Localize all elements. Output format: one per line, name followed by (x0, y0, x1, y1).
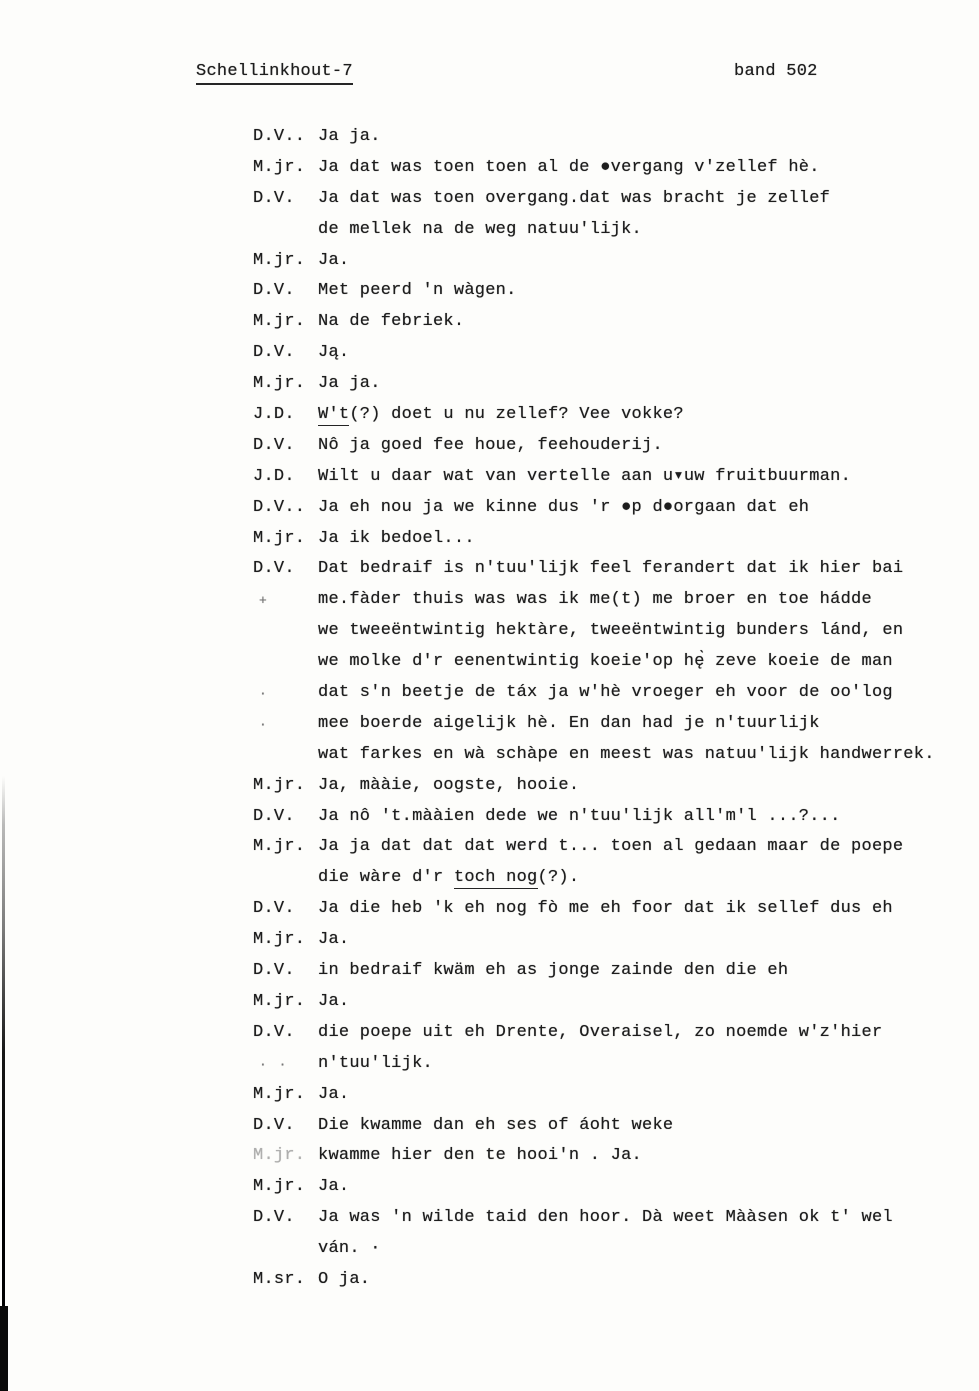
line-text: Ja die heb 'k eh nog fò me eh foor dat ik sellef dus eh (318, 899, 893, 919)
transcript-line (253, 1082, 963, 1113)
speaker-label: M.jr. (253, 837, 306, 857)
scan-edge-artifact (2, 776, 5, 1391)
line-text: kwamme hier den te hooi'n . Ja. (318, 1146, 643, 1166)
line-text: Ja ja dat dat dat werd t... toen al gedaan maar de poepe (318, 837, 904, 857)
speaker-label: M.jr. (253, 528, 306, 548)
transcript-line (253, 402, 963, 433)
line-text: wat farkes en wà schàpe en meest was natuu'lijk handwerrek. (318, 744, 935, 764)
transcript-line (253, 1113, 963, 1144)
transcript (253, 124, 963, 1298)
line-text: Ja, mààie, oogste, hooie. (318, 775, 580, 795)
transcript-line (253, 124, 963, 155)
speaker-label: D.V. (253, 899, 295, 919)
line-text: we molke d'r eenentwintig koeie'op hę̀ zeve koeie de man (318, 652, 893, 672)
transcript-line (253, 680, 963, 711)
line-text: Die kwamme dan eh ses of áoht weke (318, 1115, 674, 1135)
line-text: Ja. (318, 991, 350, 1011)
transcript-line (253, 773, 963, 804)
transcript-line (253, 1051, 963, 1082)
margin-mark: + (259, 593, 269, 609)
line-text: W't(?) doet u nu zellef? Vee vokke? (318, 405, 684, 425)
line-text: de mellek na de weg natuu'lijk. (318, 219, 643, 239)
speaker-label: D.V. (253, 343, 295, 363)
line-text: die poepe uit eh Drente, Overaisel, zo noemde w'z'hier (318, 1022, 883, 1042)
transcript-line (253, 248, 963, 279)
speaker-label: M.jr. (253, 250, 306, 270)
underlined-text: toch nog (453, 868, 538, 888)
transcript-line (253, 556, 963, 587)
transcript-line (253, 618, 963, 649)
line-text: Wilt u daar wat van vertelle aan u▾uw fruitbuurman. (318, 466, 852, 486)
speaker-label: D.V.. (253, 127, 306, 146)
speaker-label: D.V. (253, 1208, 295, 1228)
line-text: Ja. (318, 930, 350, 950)
speaker-label: J.D. (253, 405, 295, 425)
transcript-line (253, 155, 963, 186)
transcript-line (253, 526, 963, 557)
transcript-line (253, 1020, 963, 1051)
transcript-line (253, 1236, 963, 1267)
speaker-label: M.jr. (253, 157, 306, 177)
scan-edge-artifact-bottom (0, 1306, 8, 1391)
transcript-line (253, 1205, 963, 1236)
margin-mark: · · (259, 1056, 289, 1072)
speaker-label: D.V.. (253, 497, 306, 517)
transcript-line (253, 186, 963, 217)
speaker-label: M.jr. (253, 991, 306, 1011)
line-text: Ja ik bedoel... (318, 528, 475, 548)
transcript-line (253, 340, 963, 371)
speaker-label: D.V. (253, 806, 295, 826)
document-title: Schellinkhout-7 (196, 62, 353, 85)
transcript-line (253, 371, 963, 402)
line-text: Dat bedraif is n'tuu'lijk feel ferandert dat ik hier bai (318, 559, 904, 579)
transcript-line (253, 278, 963, 309)
speaker-label: M.jr. (253, 1084, 306, 1104)
line-text: Ja. (318, 1177, 350, 1197)
line-text: Nô ja goed fee houe, feehouderij. (318, 435, 663, 455)
transcript-line (253, 1267, 963, 1298)
transcript-line (253, 495, 963, 526)
speaker-label: M.jr. (253, 1146, 306, 1166)
speaker-label: D.V. (253, 435, 295, 455)
speaker-label: M.jr. (253, 1177, 306, 1197)
line-text: mee boerde aigelijk hè. En dan had je n'tuurlijk (318, 713, 820, 733)
line-text: Ja was 'n wilde taid den hoor. Dà weet Mààsen ok t' wel (318, 1208, 893, 1228)
line-text: Na de febriek. (318, 312, 465, 332)
transcript-line (253, 804, 963, 835)
transcript-line (253, 587, 963, 618)
transcript-line (253, 958, 963, 989)
line-text: ván. · (318, 1239, 381, 1259)
line-text: Ją. (318, 343, 350, 363)
line-text: me.fàder thuis was was ik me(t) me broer en toe hádde (318, 590, 872, 610)
line-text: O ja. (318, 1269, 371, 1289)
line-text: Ja dat was toen toen al de ●vergang v'zellef hè. (318, 157, 820, 177)
band-number: band 502 (734, 62, 818, 81)
transcript-line (253, 711, 963, 742)
line-text: Ja ja. (318, 374, 381, 394)
speaker-label: J.D. (253, 466, 295, 486)
transcript-line (253, 1143, 963, 1174)
line-text: Ja ja. (318, 127, 381, 146)
speaker-label: M.jr. (253, 374, 306, 394)
speaker-label: D.V. (253, 1022, 295, 1042)
line-text: Ja eh nou ja we kinne dus 'r ●p d●orgaan dat eh (318, 497, 810, 517)
margin-mark: · (259, 716, 269, 732)
transcript-line (253, 464, 963, 495)
underlined-text: W't (318, 405, 350, 425)
speaker-label: M.jr. (253, 312, 306, 332)
line-text: we tweeëntwintig hektàre, tweeëntwintig bunders lánd, en (318, 621, 904, 641)
speaker-label: D.V. (253, 188, 295, 208)
transcript-line (253, 309, 963, 340)
speaker-label: D.V. (253, 961, 295, 981)
transcript-line (253, 927, 963, 958)
speaker-label: M.jr. (253, 775, 306, 795)
line-text: Ja dat was toen overgang.dat was bracht je zellef (318, 188, 831, 208)
transcript-line (253, 896, 963, 927)
speaker-label: M.sr. (253, 1269, 306, 1289)
line-text: Ja nô 't.mààien dede we n'tuu'lijk all'm'l ...?... (318, 806, 841, 826)
line-text: in bedraif kwäm eh as jonge zainde den die eh (318, 961, 789, 981)
speaker-label: D.V. (253, 281, 295, 301)
speaker-label: D.V. (253, 559, 295, 579)
transcript-line (253, 649, 963, 680)
line-text: Ja. (318, 1084, 350, 1104)
line-text: die wàre d'r toch nog(?). (318, 868, 580, 888)
line-text: Met peerd 'n wàgen. (318, 281, 517, 301)
transcript-line (253, 217, 963, 248)
transcript-line (253, 834, 963, 865)
line-text: Ja. (318, 250, 350, 270)
line-text: dat s'n beetje de táx ja w'hè vroeger eh voor de oo'log (318, 683, 893, 703)
speaker-label: M.jr. (253, 930, 306, 950)
transcript-line (253, 1174, 963, 1205)
margin-mark: · (259, 686, 269, 702)
speaker-label: D.V. (253, 1115, 295, 1135)
transcript-line (253, 865, 963, 896)
transcript-line (253, 433, 963, 464)
transcript-line (253, 742, 963, 773)
transcript-line (253, 989, 963, 1020)
line-text: n'tuu'lijk. (318, 1053, 433, 1073)
